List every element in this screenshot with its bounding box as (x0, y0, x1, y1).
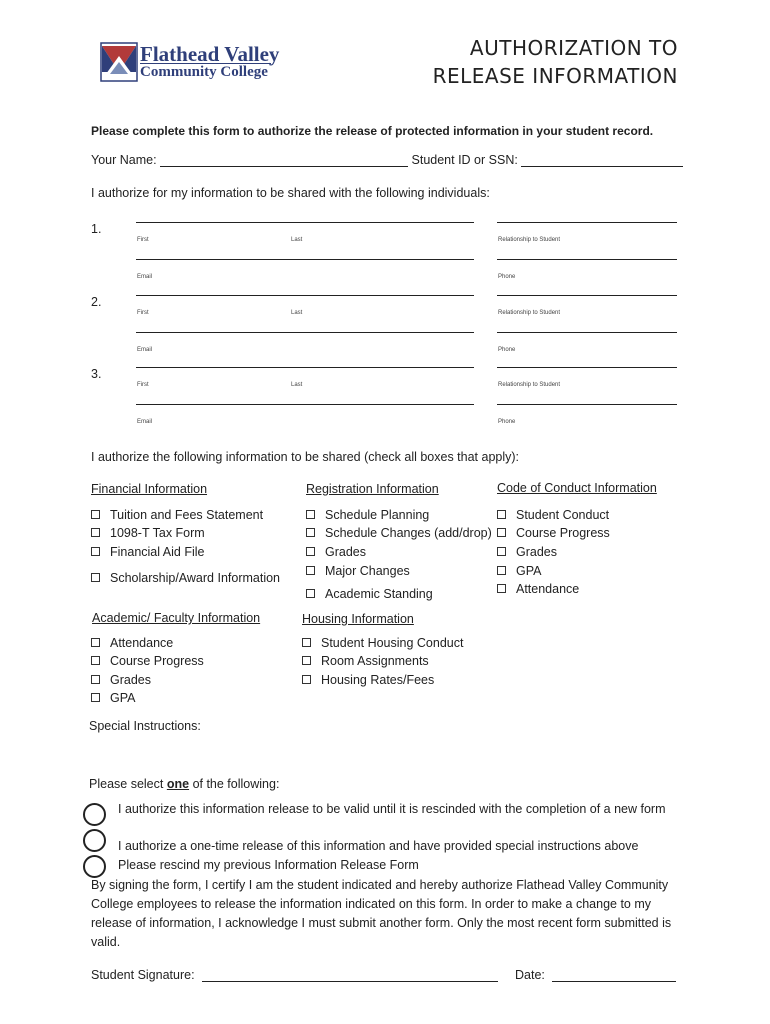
form-title (433, 34, 678, 90)
email-field[interactable] (136, 332, 474, 333)
phone-field[interactable] (497, 259, 677, 260)
phone-caption: Phone (498, 347, 516, 353)
individual-number: 3. (91, 367, 102, 381)
checkbox-label: Grades (516, 545, 557, 559)
checkbox-label: Major Changes (325, 564, 410, 578)
option-3-text: Please rescind my previous Information Release Form (118, 858, 419, 872)
individual-number: 1. (91, 222, 102, 236)
certification-text: By signing the form, I certify I am the student indicated and hereby authorize Flathead Valley Community College employees to release the information indicated on this form. In order to make a change to my release of information, I acknowledge I must submit another form. Only the most recent form submitted is valid. (91, 878, 672, 949)
checkbox-icon (91, 547, 100, 556)
checkbox-label: Tuition and Fees Statement (110, 508, 264, 522)
date-field[interactable] (552, 968, 676, 982)
your-name-field[interactable] (160, 153, 408, 167)
checkbox-icon (306, 510, 315, 519)
title-line-2: RELEASE INFORMATION (432, 64, 678, 88)
checkbox-label: Financial Aid File (110, 545, 205, 559)
checkbox-icon (91, 638, 100, 647)
checkbox-academic-standing[interactable] (306, 587, 433, 601)
email-caption: Email (137, 347, 153, 353)
email-field[interactable] (136, 259, 474, 260)
checkbox-acad-attendance[interactable] (91, 636, 173, 650)
checkbox-student-conduct[interactable] (497, 508, 609, 522)
checkbox-label: Attendance (516, 582, 580, 596)
option-3-radio[interactable] (83, 855, 106, 878)
relationship-caption: Relationship to Student (498, 382, 561, 388)
relationship-caption: Relationship to Student (498, 310, 561, 316)
signature-field[interactable] (202, 968, 498, 982)
checkbox-label: Student Conduct (516, 508, 610, 522)
option-1-text: I authorize this information release to be valid until it is rescinded with the completion of a new form (118, 802, 666, 816)
checkbox-label: Course Progress (110, 654, 204, 668)
checkbox-icon (302, 656, 311, 665)
name-id-row (91, 153, 683, 167)
checkbox-label: Housing Rates/Fees (321, 673, 435, 687)
phone-caption: Phone (498, 274, 516, 280)
checkbox-conduct-grades[interactable] (497, 545, 557, 559)
checkbox-acad-grades[interactable] (91, 673, 151, 687)
name-field[interactable] (136, 367, 474, 368)
last-caption: Last (291, 382, 303, 388)
checkbox-icon (91, 510, 100, 519)
checkbox-icon (91, 528, 100, 537)
email-caption: Email (137, 419, 153, 425)
phone-field[interactable] (497, 404, 677, 405)
student-id-label: Student ID or SSN: (411, 153, 518, 167)
checkbox-acad-course-progress[interactable] (91, 654, 204, 668)
checkbox-icon (306, 566, 315, 575)
checkbox-financial-aid[interactable] (91, 545, 205, 559)
select-prefix: Please select (89, 777, 164, 791)
last-caption: Last (291, 310, 303, 316)
select-emphasis: one (166, 777, 190, 791)
select-one-prompt (89, 777, 279, 791)
checkbox-schedule-planning[interactable] (306, 508, 429, 522)
checkbox-schedule-changes[interactable] (306, 526, 492, 540)
checkbox-icon (91, 573, 100, 582)
checkbox-label: Grades (325, 545, 366, 559)
email-field[interactable] (136, 404, 474, 405)
registration-heading: Registration Information (306, 482, 439, 496)
intro-text: Please complete this form to authorize the release of protected information in your student record. (91, 124, 654, 138)
date-label: Date: (515, 968, 545, 982)
phone-caption: Phone (498, 419, 516, 425)
checkbox-icon (306, 547, 315, 556)
mountain-logo-icon (100, 42, 138, 82)
checkbox-tuition[interactable] (91, 508, 263, 522)
first-caption: First (137, 382, 149, 388)
last-caption: Last (291, 237, 303, 243)
checkbox-scholarship[interactable] (91, 571, 280, 585)
name-field[interactable] (136, 222, 474, 223)
relationship-caption: Relationship to Student (498, 237, 561, 243)
checkbox-label: Grades (110, 673, 151, 687)
checkbox-icon (302, 675, 311, 684)
your-name-label: Your Name: (91, 153, 157, 167)
checkbox-icon (497, 584, 506, 593)
checkbox-icon (497, 528, 506, 537)
first-caption: First (137, 237, 149, 243)
select-suffix: of the following: (192, 777, 280, 791)
logo-subname: Community College (140, 64, 268, 80)
individuals-intro: I authorize for my information to be shared with the following individuals: (91, 186, 490, 200)
checkbox-conduct-attendance[interactable] (497, 582, 579, 596)
relationship-field[interactable] (497, 222, 677, 223)
checkbox-conduct-gpa[interactable] (497, 564, 541, 578)
info-intro: I authorize the following information to be shared (check all boxes that apply): (91, 450, 520, 464)
student-id-field[interactable] (521, 153, 683, 167)
checkbox-housing-conduct[interactable] (302, 636, 463, 650)
logo-name: Flathead Valley (140, 42, 280, 66)
first-caption: First (137, 310, 149, 316)
checkbox-label: 1098-T Tax Form (110, 526, 205, 540)
conduct-heading: Code of Conduct Information (497, 481, 657, 495)
checkbox-icon (497, 510, 506, 519)
individual-number: 2. (91, 295, 102, 309)
checkbox-conduct-course-progress[interactable] (497, 526, 610, 540)
title-line-1: AUTHORIZATION TO (469, 36, 678, 60)
checkbox-label: Student Housing Conduct (321, 636, 464, 650)
checkbox-icon (91, 693, 100, 702)
checkbox-icon (302, 638, 311, 647)
checkbox-icon (91, 675, 100, 684)
special-instructions-label: Special Instructions: (89, 719, 201, 733)
checkbox-label: Course Progress (516, 526, 610, 540)
checkbox-label: Attendance (110, 636, 174, 650)
checkbox-icon (497, 566, 506, 575)
checkbox-label: GPA (516, 564, 542, 578)
checkbox-major-changes[interactable] (306, 564, 410, 578)
relationship-field[interactable] (497, 367, 677, 368)
special-instructions-area[interactable] (89, 738, 679, 774)
financial-heading: Financial Information (91, 482, 208, 496)
checkbox-icon (306, 589, 315, 598)
checkbox-label: Room Assignments (321, 654, 429, 668)
checkbox-1098t[interactable] (91, 526, 205, 540)
checkbox-icon (497, 547, 506, 556)
college-logo (100, 42, 280, 84)
checkbox-icon (306, 528, 315, 537)
signature-row (91, 968, 676, 982)
checkbox-room-assignments[interactable] (302, 654, 429, 668)
checkbox-housing-rates[interactable] (302, 673, 434, 687)
academic-heading: Academic/ Faculty Information (92, 611, 261, 625)
checkbox-reg-grades[interactable] (306, 545, 366, 559)
phone-field[interactable] (497, 332, 677, 333)
option-2-radio[interactable] (83, 829, 106, 852)
relationship-field[interactable] (497, 295, 677, 296)
checkbox-label: Scholarship/Award Information (110, 571, 280, 585)
option-1-radio[interactable] (83, 803, 106, 826)
checkbox-label: GPA (110, 691, 136, 705)
logo-underline (140, 63, 271, 64)
checkbox-icon (91, 656, 100, 665)
option-2-text: I authorize a one-time release of this information and have provided special instructions above (118, 839, 639, 853)
housing-heading: Housing Information (302, 612, 414, 626)
email-caption: Email (137, 274, 153, 280)
signature-label: Student Signature: (91, 968, 195, 982)
checkbox-acad-gpa[interactable] (91, 691, 135, 705)
checkbox-label: Academic Standing (325, 587, 433, 601)
checkbox-label: Schedule Changes (add/drop) (325, 526, 492, 540)
name-field[interactable] (136, 295, 474, 296)
checkbox-label: Schedule Planning (325, 508, 430, 522)
